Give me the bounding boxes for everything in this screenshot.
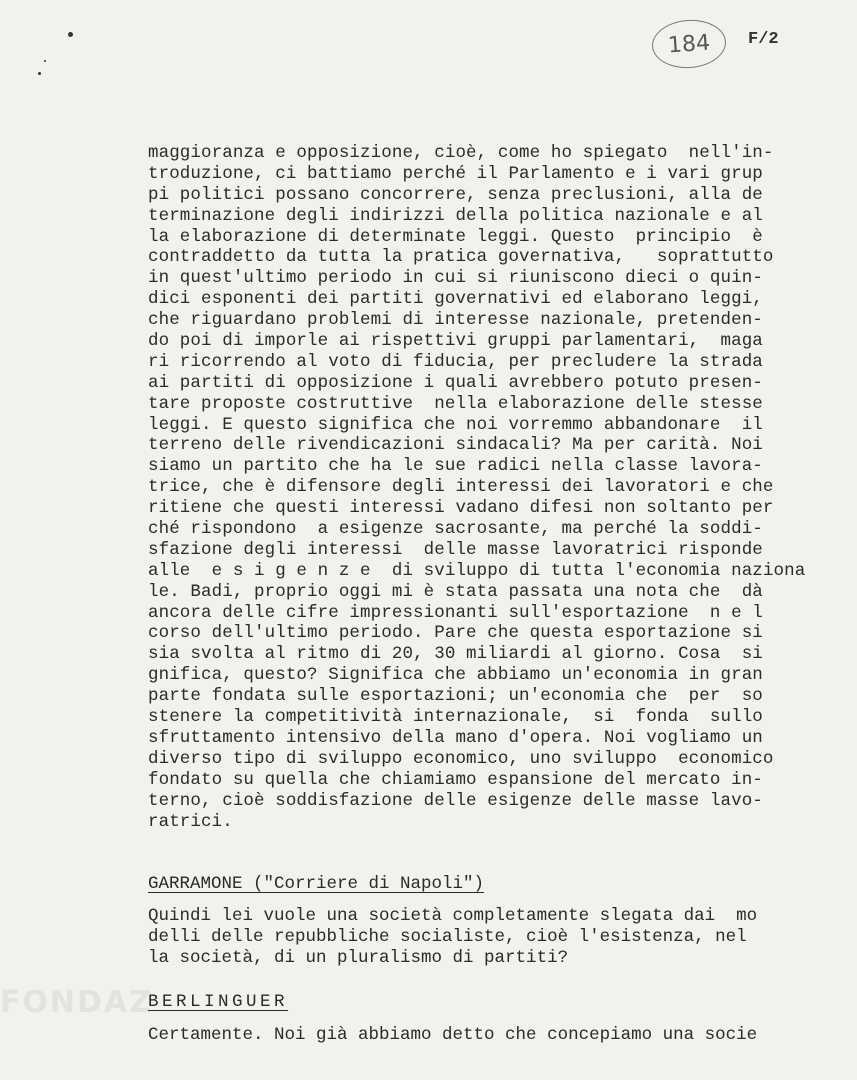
- text-line: sfruttamento intensivo della mano d'opera. Noi vogliamo un: [148, 727, 763, 748]
- text-line: terminazione degli indirizzi della politica nazionale e al: [148, 205, 763, 226]
- text-line: ché rispondono a esigenze sacrosante, ma perché la soddi-: [148, 519, 763, 540]
- text-line: gnifica, questo? Significa che abbiamo un'economia in gran: [148, 665, 763, 686]
- text-line: maggioranza e opposizione, cioè, come ho spiegato nell'in-: [148, 143, 774, 163]
- answer-paragraph: [148, 1025, 757, 1046]
- text-line: sia svolta al ritmo di 20, 30 miliardi al giorno. Cosa si: [148, 644, 763, 665]
- question-paragraph: [148, 906, 757, 969]
- text-line: Quindi lei vuole una società completamente slegata dai mo: [148, 906, 758, 926]
- text-line: stenere la competitività internazionale, si fonda sullo: [148, 707, 763, 728]
- text-line: ancora delle cifre impressionanti sull'esportazione n e l: [148, 602, 763, 623]
- ink-speck: [68, 32, 73, 37]
- text-line: la società, di un pluralismo di partiti?: [148, 947, 569, 968]
- text-line: la elaborazione di determinate leggi. Questo principio è: [148, 226, 763, 247]
- text-line: leggi. E questo significa che noi vorremmo abbandonare il: [148, 414, 763, 435]
- text-line: alle e s i g e n z e di sviluppo di tutta l'economia naziona: [148, 560, 806, 581]
- text-line: pi politici possano concorrere, senza preclusioni, alla de: [148, 184, 763, 205]
- text-line: trice, che è difensore degli interessi dei lavoratori e che: [148, 477, 774, 498]
- text-line: corso dell'ultimo periodo. Pare che questa esportazione si: [148, 623, 763, 644]
- text-line: ratrici.: [148, 811, 233, 832]
- speaker-garramone: GARRAMONE ("Corriere di Napoli"): [148, 874, 485, 894]
- text-line: parte fondata sulle esportazioni; un'economia che per so: [148, 686, 763, 707]
- text-line: le. Badi, proprio oggi mi è stata passata una nota che dà: [148, 581, 763, 602]
- text-line: ritiene che questi interessi vadano difesi non soltanto per: [148, 498, 774, 519]
- text-line: troduzione, ci battiamo perché il Parlamento e i vari grup: [148, 163, 763, 184]
- text-line: che riguardano problemi di interesse nazionale, pretenden-: [148, 310, 763, 331]
- text-line: fondato su quella che chiamiamo espansione del mercato in-: [148, 769, 763, 790]
- text-line: siamo un partito che ha le sue radici nella classe lavora-: [148, 456, 763, 477]
- text-line: diverso tipo di sviluppo economico, uno sviluppo economico: [148, 748, 774, 769]
- main-paragraph: [148, 143, 848, 832]
- text-line: terno, cioè soddisfazione delle esigenze delle masse lavo-: [148, 790, 763, 811]
- text-line: do poi di imporle ai rispettivi gruppi parlamentari, maga: [148, 331, 763, 352]
- ink-speck: [44, 60, 46, 62]
- text-line: ai partiti di opposizione i quali avrebbero potuto presen-: [148, 372, 763, 393]
- text-line: sfazione degli interessi delle masse lavoratrici risponde: [148, 539, 763, 560]
- text-line: ri ricorrendo al voto di fiducia, per precludere la strada: [148, 351, 763, 372]
- text-line: Certamente. Noi già abbiamo detto che concepiamo una socie: [148, 1025, 758, 1045]
- speaker-berlinguer: BERLINGUER: [148, 992, 289, 1012]
- ink-speck: [38, 72, 41, 75]
- archive-watermark: FONDAZ: [0, 985, 153, 1020]
- page-label: F/2: [748, 30, 779, 49]
- text-line: contraddetto da tutta la pratica governativa, soprattutto: [148, 247, 774, 268]
- text-line: delli delle repubbliche socialiste, cioè l'esistenza, nel: [148, 926, 747, 947]
- text-line: dici esponenti dei partiti governativi ed elaborano leggi,: [148, 289, 763, 310]
- text-line: tare proposte costruttive nella elaborazione delle stesse: [148, 393, 763, 414]
- handwritten-page-number: 184: [650, 17, 727, 70]
- text-line: in quest'ultimo periodo in cui si riuniscono dieci o quin-: [148, 268, 763, 289]
- text-line: terreno delle rivendicazioni sindacali? Ma per carità. Noi: [148, 435, 763, 456]
